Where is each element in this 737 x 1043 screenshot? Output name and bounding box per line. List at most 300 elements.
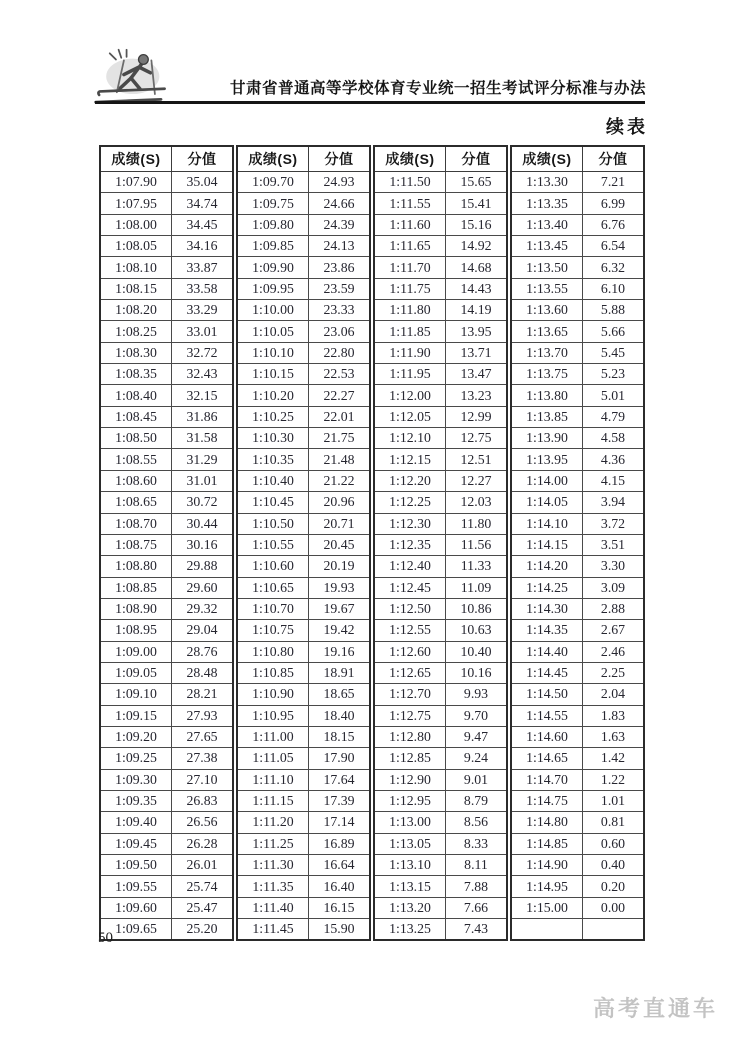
value-cell: 33.01 [172, 321, 234, 342]
table-row [374, 172, 507, 193]
table-header-row [237, 146, 370, 172]
header-divider [95, 101, 645, 104]
table-row [374, 406, 507, 427]
value-cell: 12.75 [446, 428, 508, 449]
value-cell: 12.27 [446, 470, 508, 491]
time-cell: 1:09.50 [100, 855, 172, 876]
time-cell: 1:08.90 [100, 598, 172, 619]
value-cell: 10.40 [446, 641, 508, 662]
table-row [237, 684, 370, 705]
table-row [237, 534, 370, 555]
time-cell: 1:10.65 [237, 577, 309, 598]
value-cell: 11.56 [446, 534, 508, 555]
time-cell: 1:14.60 [511, 726, 583, 747]
value-cell: 3.30 [583, 556, 645, 577]
value-cell: 11.80 [446, 513, 508, 534]
time-cell: 1:14.25 [511, 577, 583, 598]
value-cell: 1.01 [583, 790, 645, 811]
table-row [237, 449, 370, 470]
value-cell: 29.04 [172, 620, 234, 641]
table-row [100, 300, 233, 321]
time-cell: 1:12.85 [374, 748, 446, 769]
value-cell: 3.94 [583, 492, 645, 513]
table-row [100, 278, 233, 299]
table-row [100, 897, 233, 918]
table-header-row [100, 146, 233, 172]
value-cell: 8.79 [446, 790, 508, 811]
table-row [511, 662, 644, 683]
value-cell: 24.93 [309, 172, 371, 193]
value-cell: 7.66 [446, 897, 508, 918]
table-row [100, 855, 233, 876]
value-cell: 16.64 [309, 855, 371, 876]
value-cell: 11.09 [446, 577, 508, 598]
time-cell: 1:09.90 [237, 257, 309, 278]
value-cell: 2.04 [583, 684, 645, 705]
value-cell: 23.06 [309, 321, 371, 342]
table-row [374, 769, 507, 790]
time-cell: 1:10.55 [237, 534, 309, 555]
time-cell: 1:12.90 [374, 769, 446, 790]
value-cell: 19.93 [309, 577, 371, 598]
time-cell: 1:14.90 [511, 855, 583, 876]
time-cell: 1:09.00 [100, 641, 172, 662]
table-row [511, 385, 644, 406]
value-cell: 1.22 [583, 769, 645, 790]
time-cell: 1:13.75 [511, 364, 583, 385]
time-cell: 1:13.85 [511, 406, 583, 427]
value-cell: 6.54 [583, 236, 645, 257]
value-cell: 14.43 [446, 278, 508, 299]
table-row [100, 705, 233, 726]
time-cell: 1:09.95 [237, 278, 309, 299]
table-row [237, 513, 370, 534]
value-cell: 9.70 [446, 705, 508, 726]
value-cell: 20.96 [309, 492, 371, 513]
time-cell: 1:11.10 [237, 769, 309, 790]
value-cell: 27.10 [172, 769, 234, 790]
table-row [374, 598, 507, 619]
time-cell: 1:10.35 [237, 449, 309, 470]
time-cell: 1:08.05 [100, 236, 172, 257]
table-row [511, 705, 644, 726]
table-row [374, 876, 507, 897]
table-row [374, 449, 507, 470]
value-cell: 3.51 [583, 534, 645, 555]
time-cell: 1:07.90 [100, 172, 172, 193]
value-cell: 25.47 [172, 897, 234, 918]
time-cell: 1:11.90 [374, 342, 446, 363]
time-cell: 1:08.60 [100, 470, 172, 491]
value-cell: 32.72 [172, 342, 234, 363]
value-cell: 30.44 [172, 513, 234, 534]
time-cell: 1:14.10 [511, 513, 583, 534]
time-cell [511, 919, 583, 941]
table-row [237, 598, 370, 619]
time-cell: 1:09.20 [100, 726, 172, 747]
time-cell: 1:12.80 [374, 726, 446, 747]
value-cell: 13.71 [446, 342, 508, 363]
time-cell: 1:14.50 [511, 684, 583, 705]
time-cell: 1:10.95 [237, 705, 309, 726]
time-cell: 1:14.95 [511, 876, 583, 897]
time-cell: 1:08.30 [100, 342, 172, 363]
value-cell: 17.90 [309, 748, 371, 769]
table-header-row [374, 146, 507, 172]
table-row [237, 855, 370, 876]
time-cell: 1:11.00 [237, 726, 309, 747]
value-cell: 24.13 [309, 236, 371, 257]
table-row [237, 833, 370, 854]
time-cell: 1:10.30 [237, 428, 309, 449]
value-cell: 25.20 [172, 919, 234, 941]
value-cell: 15.41 [446, 193, 508, 214]
value-cell: 29.88 [172, 556, 234, 577]
time-cell: 1:09.40 [100, 812, 172, 833]
table-row [100, 172, 233, 193]
time-cell: 1:08.95 [100, 620, 172, 641]
table-row [100, 919, 233, 941]
value-cell: 32.43 [172, 364, 234, 385]
time-cell: 1:13.45 [511, 236, 583, 257]
value-cell: 21.22 [309, 470, 371, 491]
time-cell: 1:11.50 [374, 172, 446, 193]
value-cell: 12.51 [446, 449, 508, 470]
value-cell: 10.86 [446, 598, 508, 619]
time-cell: 1:09.85 [237, 236, 309, 257]
table-row [237, 897, 370, 918]
time-cell: 1:12.50 [374, 598, 446, 619]
value-cell: 2.67 [583, 620, 645, 641]
table-row [237, 705, 370, 726]
time-cell: 1:11.30 [237, 855, 309, 876]
value-cell: 34.74 [172, 193, 234, 214]
table-row [237, 641, 370, 662]
value-cell: 31.58 [172, 428, 234, 449]
value-cell: 23.86 [309, 257, 371, 278]
value-cell: 32.15 [172, 385, 234, 406]
table-row [374, 705, 507, 726]
table-row [100, 577, 233, 598]
table-row [511, 876, 644, 897]
table-row [511, 193, 644, 214]
time-cell: 1:13.65 [511, 321, 583, 342]
time-cell: 1:10.15 [237, 364, 309, 385]
value-cell: 1.42 [583, 748, 645, 769]
table-row [511, 449, 644, 470]
time-cell: 1:11.25 [237, 833, 309, 854]
value-cell: 25.74 [172, 876, 234, 897]
time-cell: 1:09.80 [237, 214, 309, 235]
table-row [237, 321, 370, 342]
watermark-text: 高考直通车 [593, 996, 719, 1021]
table-row [237, 236, 370, 257]
value-cell: 27.93 [172, 705, 234, 726]
time-cell: 1:14.45 [511, 662, 583, 683]
table-row [511, 812, 644, 833]
value-cell: 20.71 [309, 513, 371, 534]
table-row [237, 919, 370, 941]
value-cell: 12.99 [446, 406, 508, 427]
time-cell: 1:10.45 [237, 492, 309, 513]
value-cell: 27.65 [172, 726, 234, 747]
table-row [100, 790, 233, 811]
time-cell: 1:11.35 [237, 876, 309, 897]
table-row [237, 470, 370, 491]
value-cell: 17.14 [309, 812, 371, 833]
time-cell: 1:08.50 [100, 428, 172, 449]
value-cell: 9.24 [446, 748, 508, 769]
table-row [100, 684, 233, 705]
time-cell: 1:14.70 [511, 769, 583, 790]
time-cell: 1:11.45 [237, 919, 309, 941]
time-cell: 1:10.75 [237, 620, 309, 641]
time-cell: 1:14.55 [511, 705, 583, 726]
value-cell: 29.32 [172, 598, 234, 619]
time-cell: 1:08.75 [100, 534, 172, 555]
value-cell: 9.01 [446, 769, 508, 790]
value-cell: 0.20 [583, 876, 645, 897]
table-row [374, 534, 507, 555]
table-row [511, 428, 644, 449]
table-row [100, 513, 233, 534]
value-cell: 7.88 [446, 876, 508, 897]
time-cell: 1:13.30 [511, 172, 583, 193]
table-row [374, 812, 507, 833]
value-cell: 6.99 [583, 193, 645, 214]
table-row [511, 172, 644, 193]
time-cell: 1:13.70 [511, 342, 583, 363]
table-row [100, 214, 233, 235]
value-cell: 19.42 [309, 620, 371, 641]
value-cell: 33.29 [172, 300, 234, 321]
value-cell: 10.16 [446, 662, 508, 683]
time-cell: 1:13.35 [511, 193, 583, 214]
value-cell: 35.04 [172, 172, 234, 193]
continued-table-label: 续表 [606, 117, 648, 137]
score-subtable [510, 145, 645, 941]
time-cell: 1:12.95 [374, 790, 446, 811]
table-row [511, 214, 644, 235]
table-row [511, 620, 644, 641]
value-cell: 7.43 [446, 919, 508, 941]
table-row [237, 278, 370, 299]
time-cell: 1:13.00 [374, 812, 446, 833]
value-cell: 3.72 [583, 513, 645, 534]
time-cell: 1:13.55 [511, 278, 583, 299]
value-cell: 14.68 [446, 257, 508, 278]
table-row [374, 321, 507, 342]
table-row [100, 364, 233, 385]
value-cell: 5.23 [583, 364, 645, 385]
value-cell: 10.63 [446, 620, 508, 641]
table-row [511, 556, 644, 577]
time-cell: 1:12.70 [374, 684, 446, 705]
time-cell: 1:13.90 [511, 428, 583, 449]
time-cell: 1:08.45 [100, 406, 172, 427]
time-cell: 1:12.25 [374, 492, 446, 513]
page-title: 甘肃省普通高等学校体育专业统一招生考试评分标准与办法 [229, 80, 646, 97]
value-cell: 6.10 [583, 278, 645, 299]
table-row [237, 790, 370, 811]
value-cell: 24.39 [309, 214, 371, 235]
table-row [237, 769, 370, 790]
table-row [237, 364, 370, 385]
value-cell: 2.25 [583, 662, 645, 683]
value-cell: 8.11 [446, 855, 508, 876]
time-cell: 1:10.80 [237, 641, 309, 662]
table-row [374, 662, 507, 683]
table-row [511, 833, 644, 854]
value-cell: 24.66 [309, 193, 371, 214]
time-cell: 1:13.80 [511, 385, 583, 406]
value-cell: 26.01 [172, 855, 234, 876]
value-cell: 2.46 [583, 641, 645, 662]
time-cell: 1:11.60 [374, 214, 446, 235]
table-row [374, 364, 507, 385]
value-cell: 0.40 [583, 855, 645, 876]
column-header-score: 成绩(S) [100, 146, 172, 172]
column-header-value: 分值 [446, 146, 508, 172]
table-row [511, 513, 644, 534]
time-cell: 1:08.55 [100, 449, 172, 470]
table-row [100, 193, 233, 214]
value-cell [583, 919, 645, 941]
time-cell: 1:09.70 [237, 172, 309, 193]
time-cell: 1:11.40 [237, 897, 309, 918]
table-row [237, 748, 370, 769]
time-cell: 1:11.55 [374, 193, 446, 214]
time-cell: 1:11.80 [374, 300, 446, 321]
table-row [511, 577, 644, 598]
table-header-row [511, 146, 644, 172]
value-cell: 26.56 [172, 812, 234, 833]
value-cell: 0.60 [583, 833, 645, 854]
value-cell: 29.60 [172, 577, 234, 598]
value-cell: 8.33 [446, 833, 508, 854]
table-row [511, 534, 644, 555]
table-row [374, 428, 507, 449]
table-row [100, 726, 233, 747]
column-header-value: 分值 [583, 146, 645, 172]
value-cell: 13.47 [446, 364, 508, 385]
time-cell: 1:13.20 [374, 897, 446, 918]
time-cell: 1:12.35 [374, 534, 446, 555]
table-row [511, 257, 644, 278]
table-row [374, 342, 507, 363]
table-row [374, 790, 507, 811]
table-row [237, 876, 370, 897]
value-cell: 28.21 [172, 684, 234, 705]
value-cell: 0.00 [583, 897, 645, 918]
table-row [100, 641, 233, 662]
time-cell: 1:10.90 [237, 684, 309, 705]
table-row [237, 300, 370, 321]
time-cell: 1:08.70 [100, 513, 172, 534]
value-cell: 30.16 [172, 534, 234, 555]
table-row [374, 257, 507, 278]
table-row [511, 897, 644, 918]
time-cell: 1:14.75 [511, 790, 583, 811]
value-cell: 22.01 [309, 406, 371, 427]
table-row [100, 428, 233, 449]
time-cell: 1:14.35 [511, 620, 583, 641]
time-cell: 1:11.70 [374, 257, 446, 278]
table-row [237, 556, 370, 577]
table-row [511, 919, 644, 941]
table-row [511, 769, 644, 790]
table-row [374, 726, 507, 747]
time-cell: 1:10.50 [237, 513, 309, 534]
value-cell: 16.40 [309, 876, 371, 897]
value-cell: 21.75 [309, 428, 371, 449]
time-cell: 1:09.75 [237, 193, 309, 214]
column-header-score: 成绩(S) [237, 146, 309, 172]
table-row [100, 662, 233, 683]
time-cell: 1:08.85 [100, 577, 172, 598]
value-cell: 20.19 [309, 556, 371, 577]
table-row [100, 236, 233, 257]
time-cell: 1:11.65 [374, 236, 446, 257]
time-cell: 1:12.75 [374, 705, 446, 726]
time-cell: 1:11.95 [374, 364, 446, 385]
table-row [374, 897, 507, 918]
score-table [99, 145, 645, 941]
time-cell: 1:08.40 [100, 385, 172, 406]
time-cell: 1:12.60 [374, 641, 446, 662]
time-cell: 1:08.35 [100, 364, 172, 385]
time-cell: 1:08.10 [100, 257, 172, 278]
table-row [100, 812, 233, 833]
value-cell: 22.53 [309, 364, 371, 385]
time-cell: 1:14.65 [511, 748, 583, 769]
time-cell: 1:10.60 [237, 556, 309, 577]
table-row [374, 300, 507, 321]
table-row [237, 492, 370, 513]
table-row [237, 577, 370, 598]
value-cell: 27.38 [172, 748, 234, 769]
time-cell: 1:12.45 [374, 577, 446, 598]
table-row [100, 769, 233, 790]
table-row [237, 812, 370, 833]
time-cell: 1:13.05 [374, 833, 446, 854]
time-cell: 1:14.30 [511, 598, 583, 619]
table-row [511, 236, 644, 257]
table-row [100, 321, 233, 342]
time-cell: 1:11.05 [237, 748, 309, 769]
value-cell: 14.92 [446, 236, 508, 257]
table-row [511, 492, 644, 513]
time-cell: 1:09.30 [100, 769, 172, 790]
column-header-score: 成绩(S) [511, 146, 583, 172]
time-cell: 1:10.05 [237, 321, 309, 342]
table-row [100, 556, 233, 577]
time-cell: 1:09.25 [100, 748, 172, 769]
table-row [100, 876, 233, 897]
value-cell: 15.65 [446, 172, 508, 193]
time-cell: 1:14.05 [511, 492, 583, 513]
table-row [511, 855, 644, 876]
time-cell: 1:14.80 [511, 812, 583, 833]
value-cell: 21.48 [309, 449, 371, 470]
table-row [100, 257, 233, 278]
value-cell: 5.45 [583, 342, 645, 363]
value-cell: 18.40 [309, 705, 371, 726]
score-subtable [99, 145, 234, 941]
table-row [511, 364, 644, 385]
value-cell: 19.67 [309, 598, 371, 619]
value-cell: 31.29 [172, 449, 234, 470]
